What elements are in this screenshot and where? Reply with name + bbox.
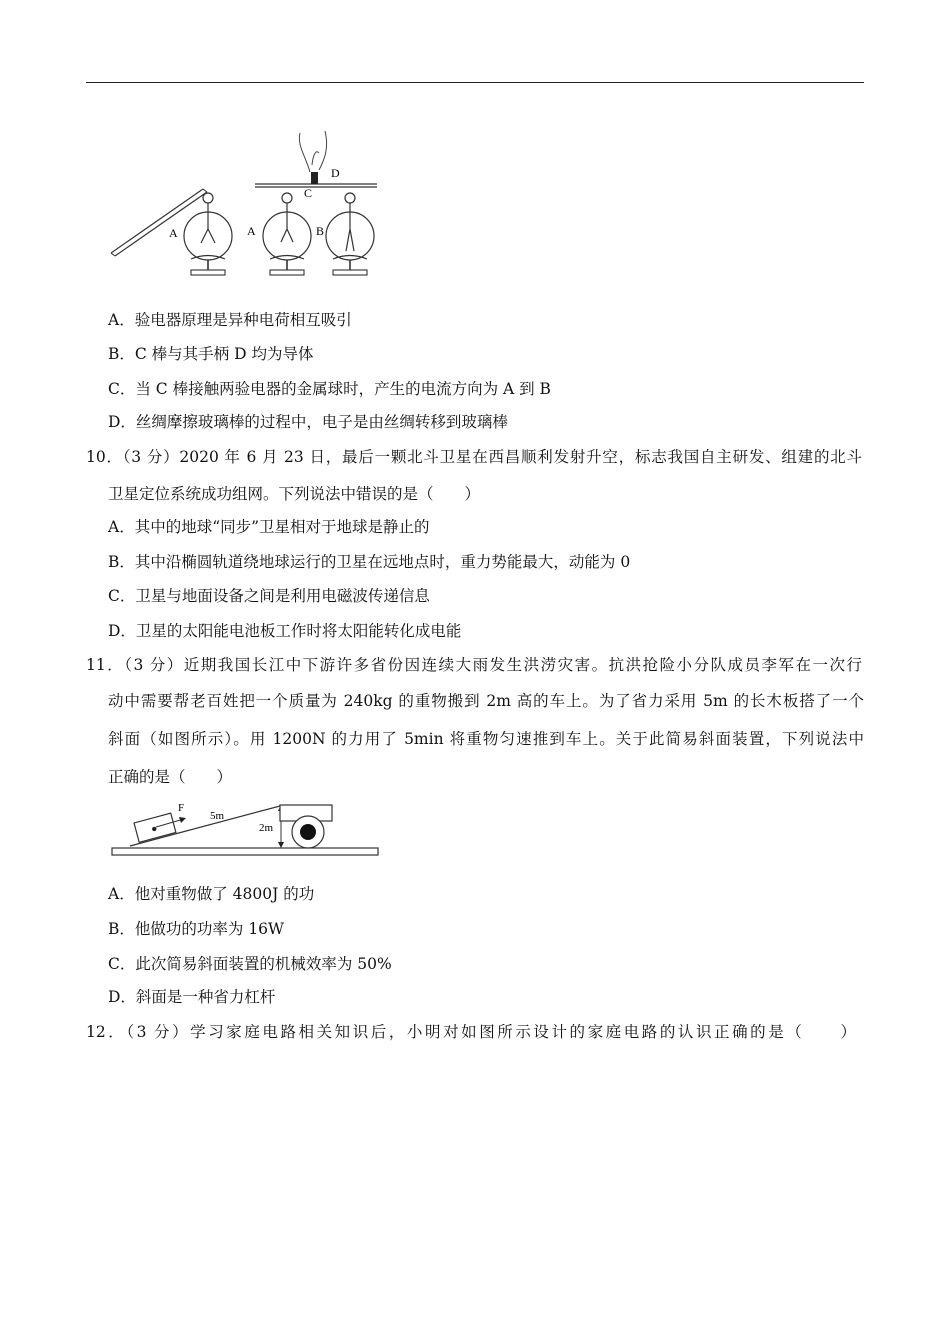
length-label: 5m <box>210 810 225 822</box>
electroscope-figure <box>105 125 395 285</box>
q10-stem-line1: 10．（3 分）2020 年 6 月 23 日，最后一颗北斗卫星在西昌顺利发射升空，标志我国自主研发、组建的北斗 <box>86 448 862 466</box>
electroscope-1 <box>184 193 232 275</box>
height-label: 2m <box>259 822 274 834</box>
q9-option-c: C．当 C 棒接触两验电器的金属球时，产生的电流方向为 A 到 B <box>108 380 551 398</box>
q9-option-b: B．C 棒与其手柄 D 均为导体 <box>108 345 314 363</box>
q9-option-a: A．验电器原理是异种电荷相互吸引 <box>108 311 352 329</box>
figure-label-a1: A <box>169 226 178 240</box>
heavy-object <box>134 813 176 842</box>
q11-option-d: D．斜面是一种省力杠杆 <box>108 988 276 1006</box>
figure-label-a2: A <box>247 224 256 238</box>
header-rule <box>86 82 864 83</box>
electroscope-2 <box>263 193 311 275</box>
q11-stem-line4: 正确的是（ ） <box>108 768 233 786</box>
q10-option-b: B．其中沿椭圆轨道绕地球运行的卫星在远地点时，重力势能最大，动能为 0 <box>108 553 631 571</box>
q10-option-c: C．卫星与地面设备之间是利用电磁波传递信息 <box>108 587 430 605</box>
q11-stem-line3: 斜面（如图所示）。用 1200N 的力用了 5min 将重物匀速推到车上。关于此简易斜面装置，下列说法中 <box>108 730 864 748</box>
figure-label-d: D <box>331 166 340 180</box>
metal-rod-c <box>255 131 377 187</box>
q11-stem-line1: 11．（3 分）近期我国长江中下游许多省份因连续大雨发生洪涝灾害。抗洪抢险小分队成员李军在一次行 <box>86 656 862 674</box>
electroscope-3 <box>326 193 374 275</box>
truck <box>280 805 332 848</box>
q10-option-d: D．卫星的太阳能电池板工作时将太阳能转化成电能 <box>108 622 462 640</box>
glass-rod <box>111 189 207 256</box>
figure-label-b: B <box>316 224 325 238</box>
q11-option-b: B．他做功的功率为 16W <box>108 920 284 938</box>
q11-stem-line2: 动中需要帮老百姓把一个质量为 240kg 的重物搬到 2m 高的车上。为了省力采用 5m 的长木板搭了一个 <box>108 692 864 710</box>
q12-stem-line1: 12．（3 分）学习家庭电路相关知识后，小明对如图所示设计的家庭电路的认识正确的是（ ） <box>86 1023 856 1041</box>
inclined-plane-figure <box>110 798 382 860</box>
q11-option-a: A．他对重物做了 4800J 的功 <box>108 885 315 903</box>
figure-label-c: C <box>304 186 313 200</box>
q9-option-d: D．丝绸摩擦玻璃棒的过程中，电子是由丝绸转移到玻璃棒 <box>108 413 508 431</box>
q10-stem-line2: 卫星定位系统成功组网。下列说法中错误的是（ ） <box>108 485 481 503</box>
q11-option-c: C．此次简易斜面装置的机械效率为 50% <box>108 955 392 973</box>
force-label: F <box>178 802 185 814</box>
q10-option-a: A．其中的地球“同步”卫星相对于地球是静止的 <box>108 518 430 536</box>
